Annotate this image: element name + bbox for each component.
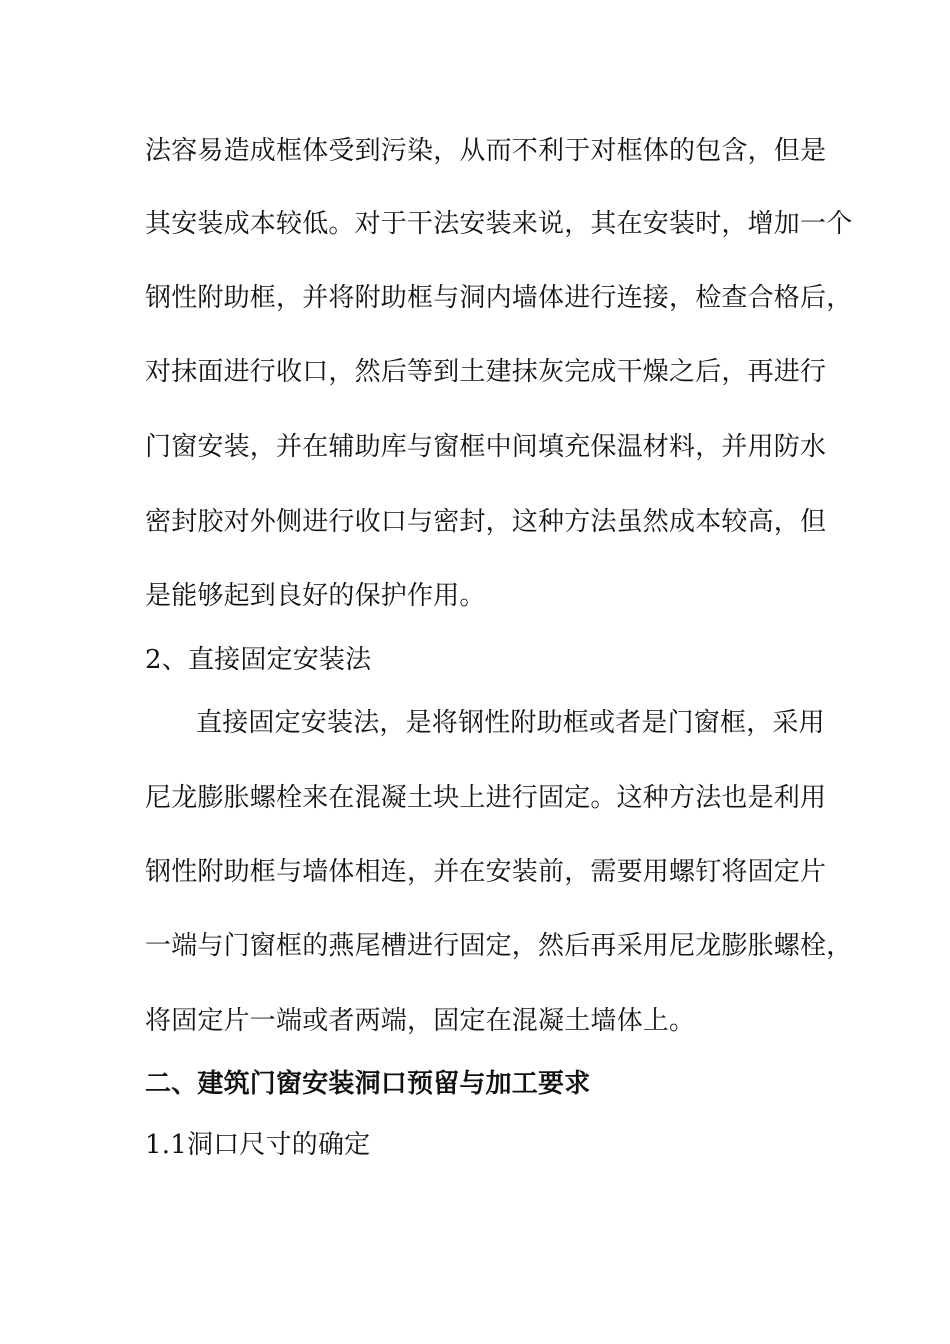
paragraph-2-line-4: 一端与门窗框的燕尾槽进行固定，然后再采用尼龙膨胀螺栓， bbox=[145, 931, 853, 961]
paragraph-1-line-4: 对抹面进行收口，然后等到土建抹灰完成干燥之后，再进行 bbox=[145, 357, 827, 387]
paragraph-1-line-6: 密封胶对外侧进行收口与密封，这种方法虽然成本较高，但 bbox=[145, 507, 827, 537]
subheading-direct-fixing: 2、直接固定安装法 bbox=[145, 645, 372, 675]
paragraph-2-line-2: 尼龙膨胀螺栓来在混凝土块上进行固定。这种方法也是利用 bbox=[145, 783, 827, 813]
subheading-opening-size: 1.1洞口尺寸的确定 bbox=[145, 1130, 371, 1160]
paragraph-2-line-1: 直接固定安装法，是将钢性附助框或者是门窗框，采用 bbox=[196, 708, 825, 738]
section-heading: 二、建筑门窗安装洞口预留与加工要求 bbox=[145, 1069, 591, 1099]
paragraph-2-line-5: 将固定片一端或者两端，固定在混凝土墙体上。 bbox=[145, 1006, 696, 1036]
paragraph-1-line-5: 门窗安装，并在辅助库与窗框中间填充保温材料，并用防水 bbox=[145, 432, 827, 462]
paragraph-1-line-3: 钢性附助框，并将附助框与洞内墙体进行连接，检查合格后， bbox=[145, 283, 853, 313]
paragraph-1-line-7: 是能够起到良好的保护作用。 bbox=[145, 581, 486, 611]
paragraph-1-line-1: 法容易造成框体受到污染，从而不利于对框体的包含，但是 bbox=[145, 136, 827, 166]
paragraph-1-line-2: 其安装成本较低。对于干法安装来说，其在安装时，增加一个 bbox=[145, 209, 853, 239]
paragraph-2-line-3: 钢性附助框与墙体相连，并在安装前，需要用螺钉将固定片 bbox=[145, 857, 827, 887]
